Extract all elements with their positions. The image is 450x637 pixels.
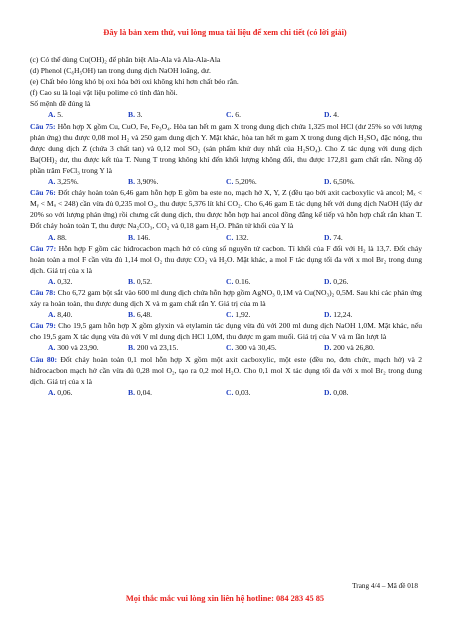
answer-options [30,276,422,287]
option-b: B. 200 và 23,15. [128,343,179,353]
question-label: Câu 79: [30,321,56,331]
question-label: Câu 78: [30,287,56,297]
statement-d: (d) Phenol (C₆H₅OH) tan trong dung dịch NaOH loãng, dư. [30,66,211,76]
option-d: D. 6,50%. [324,177,355,187]
option-b: B. 3. [128,110,143,120]
option-a: A. 8,40. [48,310,73,320]
option-a: A. 5. [48,110,63,120]
option-b: B. 3,90%. [128,177,159,187]
statement-f: (f) Cao su là loại vật liệu polime có tính đàn hồi. [30,88,178,98]
question-label: Câu 77: [30,243,57,253]
question-label: Câu 76: [30,188,56,198]
question-text: Đốt cháy hoàn toàn 0,1 mol hỗn hợp X gồm một axit cacboxylic, một este (đều no, đơn chức, mạch hở) và 2 hiđrocacbon mạch hở cần vừa đủ 0,28 mol O₂, tạo ra 0,2 mol H₂O. Cho 0,1 mol X tác dụng tối đa với x mol Br₂ trong dung dịch. Giá trị của x là [30,354,422,386]
answer-options [30,309,422,320]
question-item [30,187,422,231]
option-c: C. 6. [226,110,241,120]
question-item [30,243,422,276]
statement-c: (c) Có thể dùng Cu(OH)₂ để phân biệt Ala-Ala và Ala-Ala-Ala [30,55,221,64]
question-text: Cho 19,5 gam hỗn hợp X gồm glyxin và etylamin tác dụng vừa đủ với 200 ml dung dịch NaOH 1,0M. Mặt khác, nếu cho 19,5 gam X tác dụng vừa đủ với V ml dung dịch HCl 1,0M, thu được m gam muối. Giá trị của V và m lần lượt là [30,321,423,342]
answer-options [30,387,422,398]
question-list [30,121,422,398]
question-item [30,354,422,387]
answer-options [30,176,422,187]
exam-content [30,54,422,398]
question-label: Câu 75: [30,121,56,131]
statement-e: (e) Chất béo lỏng khó bị oxi hóa bởi oxi không khí hơn chất béo rắn. [30,77,239,87]
option-d: D. 12,24. [324,310,353,320]
option-d: D. 74. [324,232,343,242]
question-item [30,320,422,342]
question-text: Hỗn hợp X gồm Cu, CuO, Fe, Fe₃O₄. Hòa tan hết m gam X trong dung dịch chứa 1,325 mol HCl (dư 25% so với lượng phản ứng) thu được 0,08 mol H₂ và 250 gam dung dịch Y. Mặt khác, hòa tan hết m gam X trong dung dịch H₂SO₄ đặc nóng, thu được dung dịch Z (chứa 3 chất tan) và 0,12 mol SO₂ (sản phẩm khử duy nhất của H₂SO₄). Cho Z tác dụng với dung dịch Ba(OH)₂ dư, thu được kết tủa T. Nung T trong không khí đến khối lượng không đổi, thu được 172,81 gam chất rắn. Nồng độ phần trăm FeCl₃ trong Y là [30,121,422,175]
option-d: D. 0,08. [324,387,349,397]
option-b: B. 0,52. [128,276,153,286]
hotline-footer: Mọi thắc mắc vui lòng xin liên hệ hotline: 084 283 45 85 [125,594,325,603]
preview-banner: Đây là bản xem thử, vui lòng mua tài liệu để xem chi tiết (có lời giải) [103,28,347,37]
option-b: B. 0,04. [128,387,153,397]
question-item [30,287,422,309]
option-c: C. 5,20%. [226,177,257,187]
question-text: Hỗn hợp F gồm các hiđrocacbon mạch hở có cùng số nguyên tử cacbon. Tỉ khối của F đối với H₂ là 13,7. Đốt cháy hoàn toàn a mol F cần vừa đủ 1,14 mol O₂ thu được CO₂ và H₂O. Mặt khác, a mol F tác dụng tối đa với x mol Br₂ trong dung dịch. Giá trị của x là [30,243,422,275]
question-item [30,121,422,176]
option-d: D. 0,26. [324,276,349,286]
question-text: Đốt cháy hoàn toàn 6,46 gam hỗn hợp E gồm ba este no, mạch hở X, Y, Z (đều tạo bởi axit cacboxylic và ancol; Mₓ < Mᵧ < Mᵤ < 248) cần vừa đủ 0,235 mol O₂, thu được 5,376 lít khí CO₂. Cho 6,46 gam E tác dụng hết với dung dịch NaOH (lấy dư 20% so với lượng phản ứng) rồi chưng cất dung dịch, thu được hỗn hợp hai ancol đồng đẳng kế tiếp và hỗn hợp chất rắn khan T. Đốt cháy hoàn toàn T, thu được Na₂CO₃, CO₂ và 0,18 gam H₂O. Phân tử khối của Y là [30,188,423,231]
option-d: D. 4. [324,110,339,120]
option-c: C. 0,03. [226,387,251,397]
option-b: B. 146. [128,232,151,242]
option-a: A. 0,32. [48,276,73,286]
option-c: C. 0.16. [226,276,251,286]
option-a: A. 0,06. [48,387,73,397]
option-a: A. 300 và 23,90. [48,343,99,353]
option-c: C. 132. [226,232,249,242]
answer-options [30,232,422,243]
option-d: D. 200 và 26,80. [324,343,375,353]
answer-options-74 [30,109,422,120]
option-a: A. 88. [48,232,67,242]
page-number: Trang 4/4 – Mã đề 018 [352,582,418,590]
option-b: B. 6,48. [128,310,153,320]
question-label: Câu 80: [30,354,58,364]
option-a: A. 3,25%. [48,177,79,187]
question-text: Cho 6,72 gam bột sắt vào 600 ml dung dịch chứa hỗn hợp gồm AgNO₃ 0,1M và Cu(NO₃)₂ 0,5M. Sau khi các phản ứng xảy ra hoàn toàn, thu được dung dịch X và m gam chất rắn Y. Giá trị của m là [30,287,422,309]
question-prompt: Số mệnh đề đúng là [30,99,91,109]
option-c: C. 1,92. [226,310,251,320]
answer-options [30,342,422,353]
option-c: C. 300 và 30,45. [226,343,277,353]
